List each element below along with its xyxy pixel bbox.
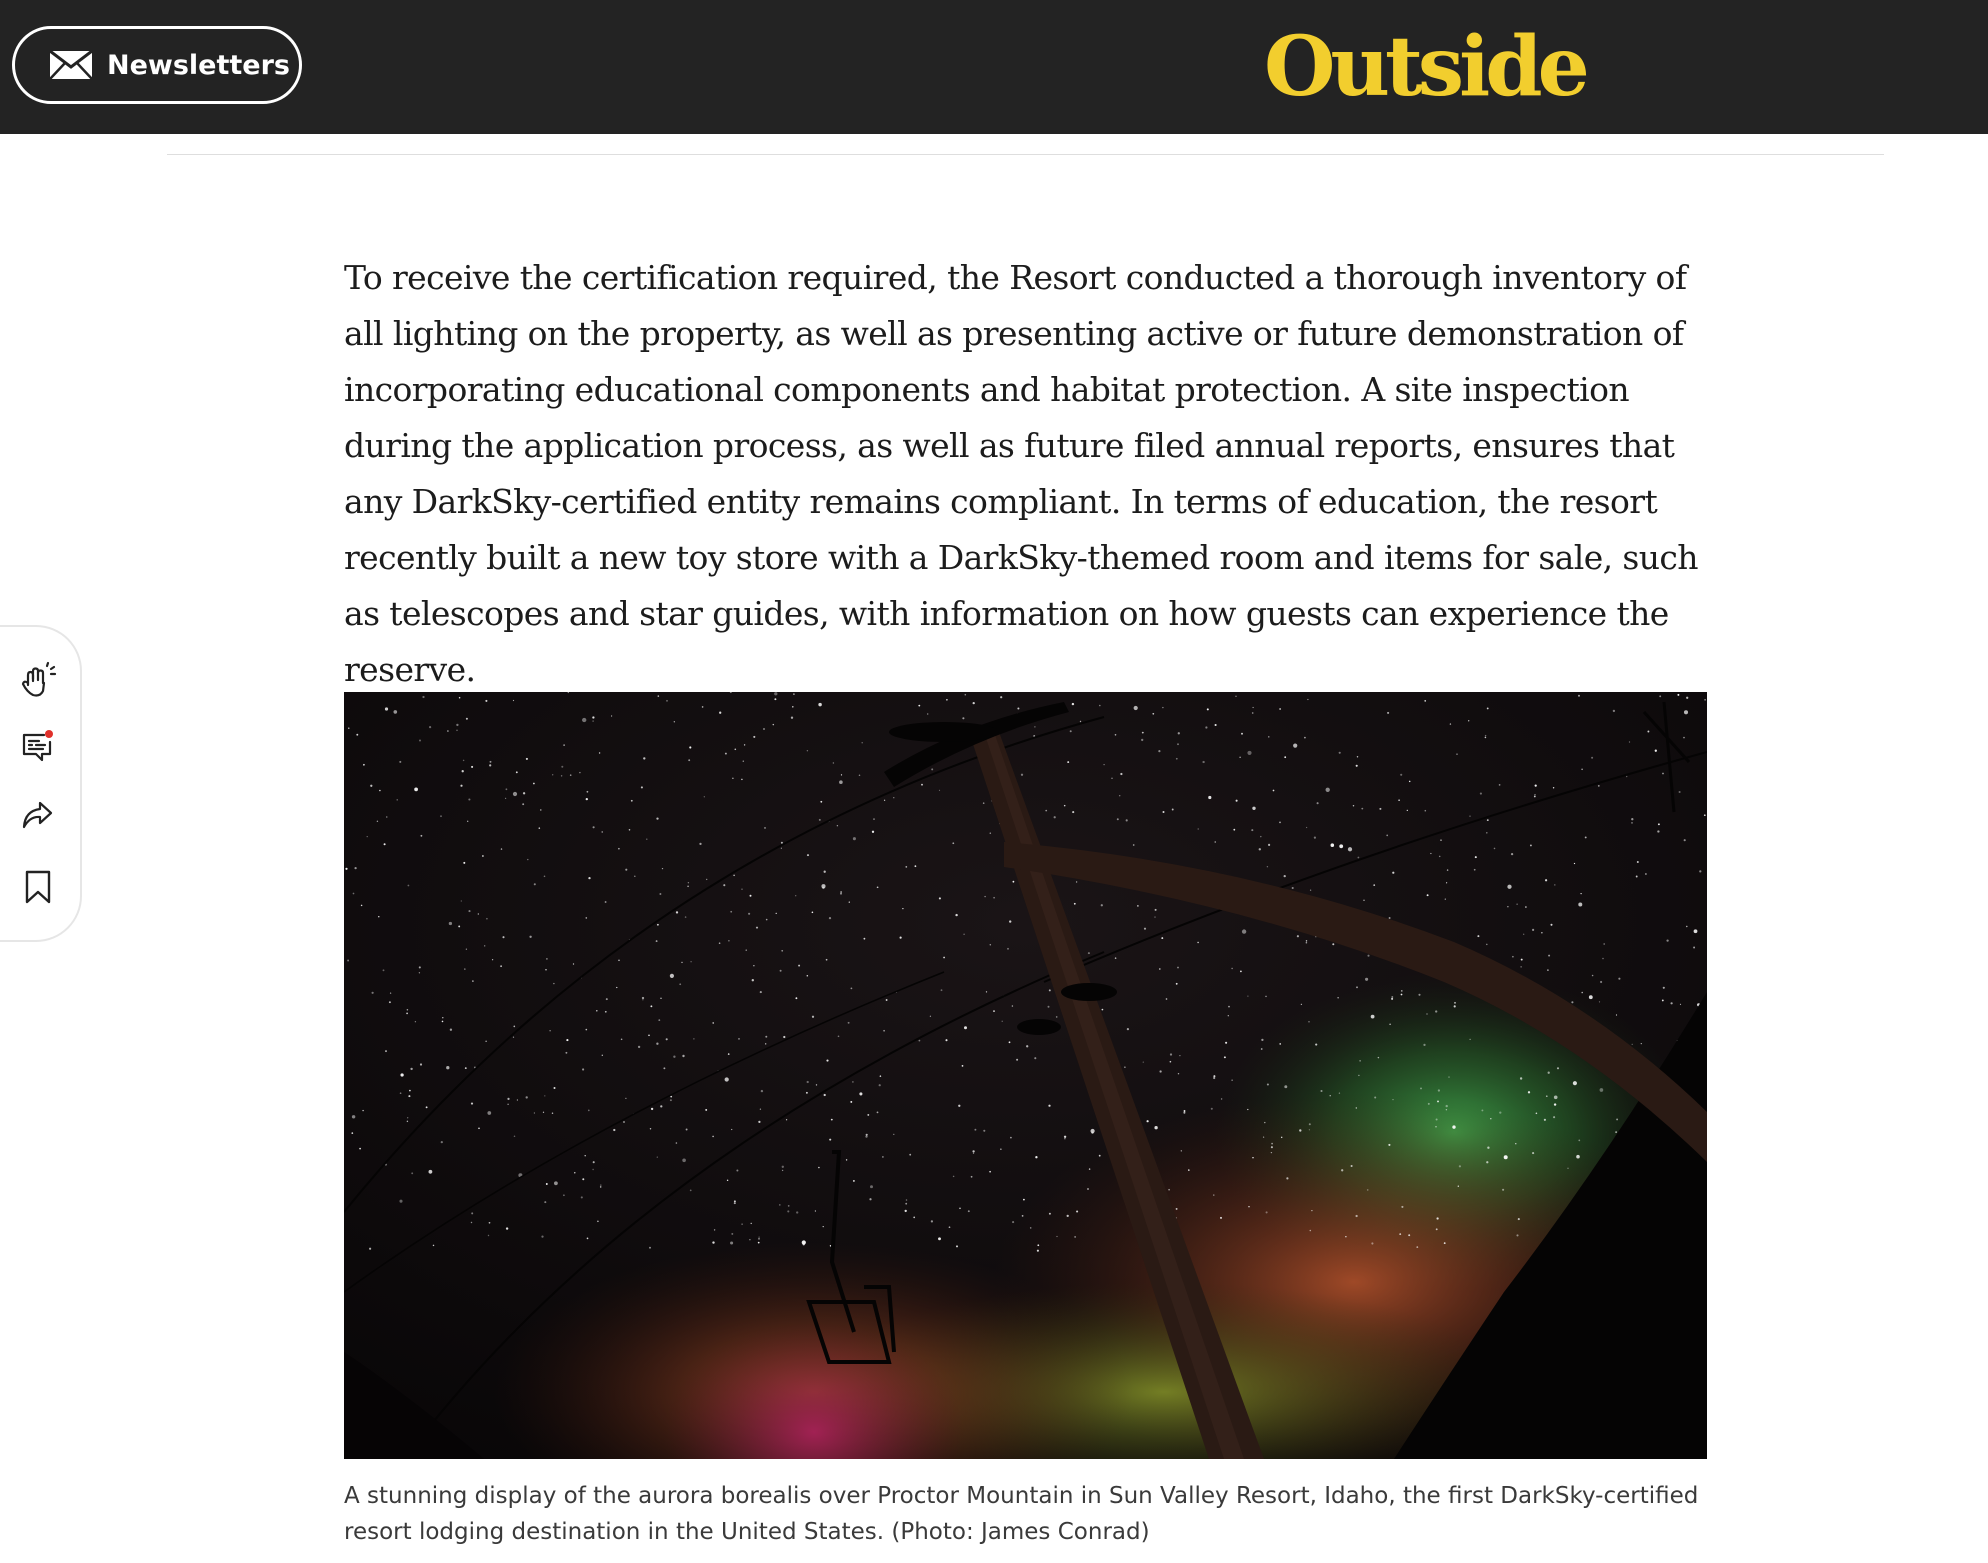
newsletters-button[interactable] bbox=[12, 26, 302, 104]
photo-caption: A stunning display of the aurora borealis over Proctor Mountain in Sun Valley Resort, Idaho, the first DarkSky-certified resort lodging destination in the United States. (Photo: James Conrad) bbox=[344, 1483, 1699, 1545]
comments-icon[interactable] bbox=[18, 726, 58, 766]
aurora-chairlift-photo bbox=[344, 692, 1707, 1459]
share-icon[interactable] bbox=[18, 795, 58, 835]
header-divider bbox=[167, 154, 1884, 155]
bookmark-icon[interactable] bbox=[18, 867, 58, 907]
clap-icon[interactable] bbox=[18, 661, 58, 701]
envelope-icon bbox=[49, 50, 93, 80]
outside-logo[interactable]: Outside bbox=[1264, 19, 1585, 115]
article-action-rail bbox=[0, 625, 82, 942]
top-navigation-bar bbox=[0, 0, 1988, 134]
newsletters-label: Newsletters bbox=[107, 49, 291, 81]
article-paragraph: To receive the certification required, the Resort conducted a thorough inventory of all lighting on the property, as well as presenting active or future demonstration of incorporating educational components and habitat protection. A site inspection during the application process, as well as future filed annual reports, ensures that any DarkSky-certified entity remains compliant. In terms of education, the resort recently built a new toy store with a DarkSky-themed room and items for sale, such as telescopes and star guides, with information on how guests can experience the reserve. bbox=[344, 258, 1698, 689]
